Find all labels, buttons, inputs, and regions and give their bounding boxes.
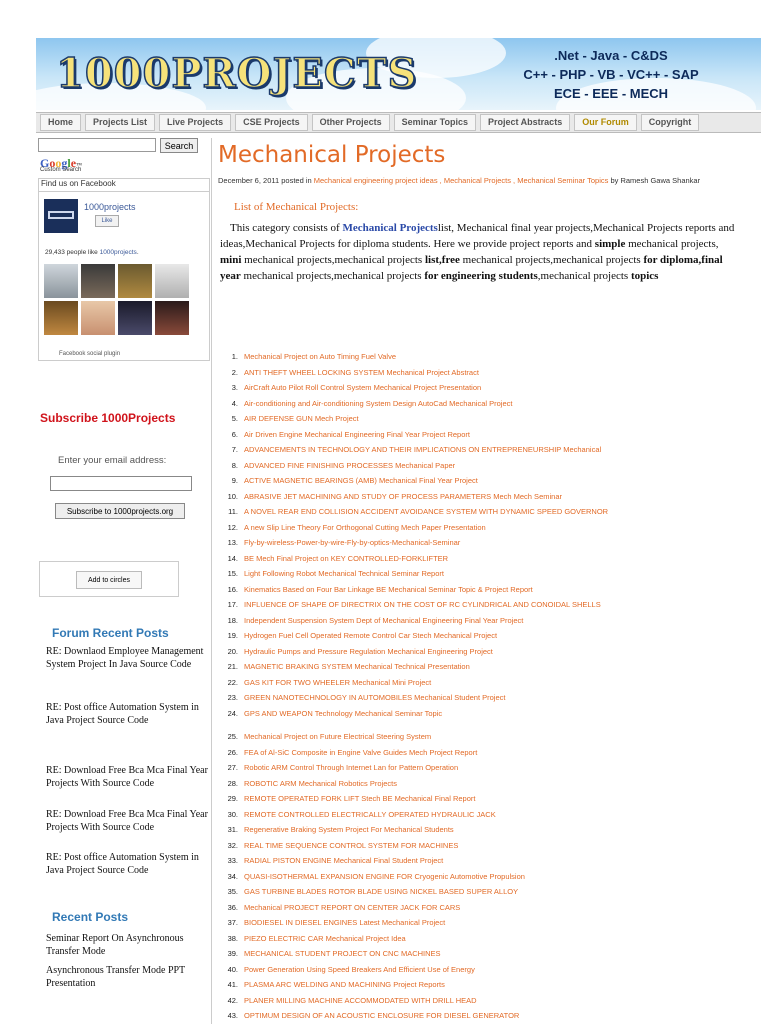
project-link[interactable]: GPS AND WEAPON Technology Mechanical Seminar Topic: [244, 708, 443, 718]
project-number: 3.: [231, 383, 238, 392]
nav-tab-our-forum[interactable]: Our Forum: [574, 114, 637, 131]
project-number: 28.: [227, 778, 238, 788]
project-list-item[interactable]: [218, 1008, 519, 1023]
project-number: 26.: [227, 747, 238, 757]
project-link[interactable]: Regenerative Braking System Project For Mechanical Students: [244, 825, 454, 834]
intro-text: ,mechanical projects: [537, 270, 631, 282]
project-list-item[interactable]: [218, 442, 601, 457]
project-number: 23.: [227, 693, 238, 702]
project-number: 13.: [227, 538, 238, 547]
project-number: 35.: [227, 887, 238, 896]
project-link[interactable]: QUASI-ISOTHERMAL EXPANSION ENGINE FOR Cryogenic Automotive Propulsion: [244, 871, 525, 881]
project-number: 40.: [227, 964, 238, 974]
recent-posts-title: Recent Posts: [52, 910, 129, 924]
project-link[interactable]: REMOTE CONTROLLED ELECTRICALLY OPERATED HYDRAULIC JACK: [244, 809, 496, 819]
project-number: 12.: [227, 522, 238, 532]
nav-tab-other-projects[interactable]: Other Projects: [312, 114, 390, 131]
facebook-page-thumbnail[interactable]: [44, 199, 78, 233]
intro-link[interactable]: Mechanical Projects: [342, 222, 438, 234]
facebook-plugin-label: Facebook social plugin: [59, 351, 121, 357]
forum-post-link[interactable]: RE: Download Free Bca Mca Final Year Projects With Source Code: [46, 809, 208, 833]
project-list-item[interactable]: [218, 535, 460, 550]
project-number: 7.: [231, 445, 238, 454]
forum-post-link[interactable]: RE: Post office Automation System in Java Project Source Code: [46, 852, 199, 876]
project-link[interactable]: REMOTE OPERATED FORK LIFT Stech BE Mechanical Final Report: [244, 794, 476, 803]
fb-count-text: 29,433 people like: [45, 249, 100, 256]
project-number: 5.: [231, 414, 238, 423]
post-date: December 6, 2011 posted in: [218, 176, 314, 185]
forum-recent-posts-title: Forum Recent Posts: [52, 626, 169, 640]
subscribe-title: Subscribe 1000Projects: [40, 411, 176, 425]
project-link[interactable]: RADIAL PISTON ENGINE Mechanical Final Student Project: [244, 856, 444, 865]
tech-line: C++ - PHP - VB - VC++ - SAP: [523, 67, 699, 82]
project-link[interactable]: Hydraulic Pumps and Pressure Regulation Mechanical Engineering Project: [244, 646, 493, 656]
project-list-item[interactable]: [218, 822, 454, 837]
search-button[interactable]: Search: [160, 138, 198, 153]
nav-tab-copyright[interactable]: Copyright: [641, 114, 700, 131]
fan-avatar[interactable]: [81, 264, 115, 298]
project-number: 24.: [227, 708, 238, 718]
project-list-item[interactable]: [218, 566, 444, 581]
post-meta: [218, 175, 748, 187]
page-title: Mechanical Projects: [218, 142, 446, 168]
project-number: 34.: [227, 871, 238, 881]
project-number: 2.: [231, 367, 238, 377]
project-link[interactable]: A new Slip Line Theory For Orthogonal Cutting Mech Paper Presentation: [244, 522, 486, 532]
intro-text: mechanical projects,: [625, 238, 719, 250]
project-number: 19.: [227, 631, 238, 640]
page-frame: [36, 38, 761, 1024]
project-list-item[interactable]: [218, 520, 486, 535]
intro-text: list, Mechanical final year projects,Mechanical Projects reports and ideas,Mechanical Projects for diploma students. Here we provide project reports and: [220, 222, 735, 250]
project-link[interactable]: MECHANICAL STUDENT PROJECT ON CNC MACHINES: [244, 949, 441, 958]
project-link[interactable]: FEA of Al-SiC Composite in Engine Valve Guides Mech Project Report: [244, 747, 478, 757]
project-list-item[interactable]: [218, 675, 431, 690]
project-link[interactable]: Robotic ARM Control Through Internet Lan for Pattern Operation: [244, 763, 459, 772]
project-list-item[interactable]: [218, 365, 479, 380]
project-list-item[interactable]: [218, 690, 505, 705]
tech-list: [481, 46, 741, 103]
intro-text: mechanical projects,mechanical projects: [240, 270, 425, 282]
project-number: 43.: [227, 1011, 238, 1020]
add-to-circles-button[interactable]: Add to circles: [76, 571, 142, 589]
project-number: 21.: [227, 662, 238, 671]
project-number: 30.: [227, 809, 238, 819]
project-link[interactable]: PLANER MILLING MACHINE ACCOMMODATED WITH DRILL HEAD: [244, 995, 477, 1005]
facebook-like-count: [45, 249, 139, 256]
facebook-widget: [38, 178, 210, 361]
project-list-item[interactable]: [218, 551, 448, 566]
forum-post-link[interactable]: RE: Downlaod Employee Management System Project In Java Source Code: [46, 646, 204, 670]
project-list-item[interactable]: [218, 582, 533, 597]
project-number: 36.: [227, 902, 238, 912]
project-link[interactable]: ROBOTIC ARM Mechanical Robotics Projects: [244, 778, 397, 788]
project-link[interactable]: GAS KIT FOR TWO WHEELER Mechanical Mini Project: [244, 677, 432, 687]
fan-avatar[interactable]: [118, 264, 152, 298]
project-number: 16.: [227, 584, 238, 594]
project-link[interactable]: AIR DEFENSE GUN Mech Project: [244, 414, 359, 423]
nav-tab-seminar-topics[interactable]: Seminar Topics: [394, 114, 476, 131]
project-number: 1.: [231, 352, 238, 361]
intro-bold: for diploma,final year: [220, 254, 723, 282]
project-list-item[interactable]: [218, 597, 601, 612]
project-link[interactable]: A NOVEL REAR END COLLISION ACCIDENT AVOIDANCE SYSTEM WITH DYNAMIC SPEED GOVERNOR: [244, 507, 609, 516]
project-link[interactable]: Mechanical Project on Future Electrical Steering System: [244, 732, 432, 741]
intro-bold: mini: [220, 254, 242, 266]
project-number: 11.: [228, 507, 238, 516]
project-number: 29.: [227, 794, 238, 803]
project-list-item[interactable]: [218, 807, 496, 822]
project-number: 22.: [227, 677, 238, 687]
email-label: Enter your email address:: [58, 455, 167, 466]
sidebar: [36, 138, 212, 1024]
project-list-item[interactable]: [218, 706, 442, 721]
fb-count-suffix: .: [136, 249, 139, 256]
google-logo: Google™: [40, 156, 83, 170]
project-link[interactable]: PIEZO ELECTRIC CAR Mechanical Project Idea: [244, 933, 406, 943]
project-number: 38.: [227, 933, 238, 943]
search-row: [38, 138, 210, 154]
nav-tab-projects-list[interactable]: Projects List: [85, 114, 155, 131]
forum-post-link[interactable]: RE: Download Free Bca Mca Final Year Projects With Source Code: [46, 765, 208, 789]
project-link[interactable]: Light Following Robot Mechanical Technical Seminar Report: [244, 569, 444, 578]
project-list-item[interactable]: [218, 853, 443, 868]
project-list-item[interactable]: [218, 977, 445, 992]
site-header: [36, 38, 761, 110]
project-list-item[interactable]: [218, 931, 406, 946]
project-link[interactable]: Hydrogen Fuel Cell Operated Remote Control Car Stech Mechanical Project: [244, 631, 498, 640]
intro-paragraph: [220, 220, 742, 284]
recent-post-link[interactable]: Asynchronous Transfer Mode PPT Presentation: [46, 965, 185, 989]
project-list-item[interactable]: [218, 644, 493, 659]
project-link[interactable]: ABRASIVE JET MACHINING AND STUDY OF PROCESS PARAMETERS Mech Mech Seminar: [244, 491, 562, 501]
project-link[interactable]: BIODIESEL IN DIESEL ENGINES Latest Mechanical Project: [244, 918, 446, 927]
project-list-item[interactable]: [218, 915, 445, 930]
project-list-item[interactable]: [218, 628, 497, 643]
project-link[interactable]: ADVANCEMENTS IN TECHNOLOGY AND THEIR IMPLICATIONS ON ENTREPRENEURSHIP Mechanical: [244, 445, 602, 454]
project-number: 18.: [227, 615, 238, 625]
recent-post-link[interactable]: Seminar Report On Asynchronous Transfer Mode: [46, 933, 184, 957]
intro-bold: list,free: [424, 254, 460, 266]
subscribe-button[interactable]: Subscribe to 1000projects.org: [55, 503, 185, 519]
project-number: 10.: [227, 491, 238, 501]
project-link[interactable]: Independent Suspension System Dept of Mechanical Engineering Final Year Project: [244, 615, 524, 625]
search-input[interactable]: [38, 138, 156, 152]
intro-bold: topics: [630, 270, 659, 282]
project-link[interactable]: BE Mech Final Project on KEY CONTROLLED-FORKLIFTER: [244, 553, 449, 563]
intro-bold: simple: [594, 238, 626, 250]
project-list-item[interactable]: [218, 427, 470, 442]
project-link[interactable]: Fly-by-wireless-Power-by-wire-Fly-by-optics-Mechanical-Seminar: [244, 538, 461, 547]
intro-text: mechanical projects,mechanical projects: [241, 254, 425, 266]
project-number: 27.: [227, 763, 238, 772]
project-link[interactable]: ACTIVE MAGNETIC BEARINGS (AMB) Mechanical Final Year Project: [244, 476, 478, 485]
forum-post-link[interactable]: RE: Post office Automation System in Java Project Source Code: [46, 702, 199, 726]
project-list-item[interactable]: [218, 380, 481, 395]
project-list-item[interactable]: [218, 458, 455, 473]
fan-avatar[interactable]: [155, 301, 189, 335]
fan-avatar[interactable]: [81, 301, 115, 335]
project-list-item[interactable]: [218, 489, 562, 504]
project-link[interactable]: ANTI THEFT WHEEL LOCKING SYSTEM Mechanical Project Abstract: [244, 367, 479, 377]
project-list-item[interactable]: [218, 760, 458, 775]
project-number: 15.: [227, 569, 238, 578]
project-link[interactable]: REAL TIME SEQUENCE CONTROL SYSTEM FOR MACHINES: [244, 840, 459, 850]
project-list-item[interactable]: [218, 900, 460, 915]
project-list-item[interactable]: [218, 659, 470, 674]
project-number: 4.: [231, 398, 238, 408]
facebook-page-link[interactable]: 1000projects: [84, 202, 136, 212]
project-link[interactable]: Air Driven Engine Mechanical Engineering Final Year Project Report: [244, 429, 470, 439]
project-number: 17.: [227, 600, 238, 609]
project-number: 31.: [227, 825, 238, 834]
project-list-item[interactable]: [218, 946, 441, 961]
tech-line: ECE - EEE - MECH: [553, 86, 669, 101]
intro-text: This category consists of: [230, 222, 343, 234]
project-list-item[interactable]: [218, 884, 518, 899]
google-circles-widget: [39, 561, 179, 597]
fan-avatar[interactable]: [44, 301, 78, 335]
project-number: 25.: [227, 732, 238, 741]
project-list-item[interactable]: [218, 791, 475, 806]
main-content: [218, 138, 761, 1024]
project-list-item[interactable]: [218, 504, 608, 519]
fan-avatar[interactable]: [155, 264, 189, 298]
project-link[interactable]: Kinematics Based on Four Bar Linkage BE Mechanical Seminar Topic & Project Report: [244, 584, 533, 594]
fan-avatar[interactable]: [118, 301, 152, 335]
project-link[interactable]: Mechanical PROJECT REPORT ON CENTER JACK FOR CARS: [244, 902, 461, 912]
project-number: 33.: [227, 856, 238, 865]
project-link[interactable]: Power Generation Using Speed Breakers And Efficient Use of Energy: [244, 964, 475, 974]
site-logo[interactable]: 1000PROJECTS: [56, 50, 418, 97]
custom-search-label: Custom Search: [40, 167, 82, 173]
project-link[interactable]: Air-conditioning and Air-conditioning System Design AutoCad Mechanical Project: [244, 398, 513, 408]
tech-line: .Net - Java - C&DS: [554, 48, 668, 63]
facebook-title: Find us on Facebook: [41, 179, 116, 188]
project-link[interactable]: MAGNETIC BRAKING SYSTEM Mechanical Technical Presentation: [244, 662, 470, 671]
project-link[interactable]: ADVANCED FINE FINISHING PROCESSES Mechanical Paper: [244, 460, 456, 470]
fb-count-link[interactable]: 1000projects: [99, 249, 137, 256]
project-list-item[interactable]: [218, 729, 431, 744]
nav-tab-home[interactable]: Home: [40, 114, 81, 131]
project-number: 32.: [227, 840, 238, 850]
project-list-item[interactable]: [218, 962, 475, 977]
project-list-item[interactable]: [218, 473, 478, 488]
intro-text: mechanical projects,mechanical projects: [459, 254, 644, 266]
project-list-item[interactable]: [218, 411, 359, 426]
project-list-item[interactable]: [218, 838, 458, 853]
divider: [39, 191, 209, 192]
project-number: 9.: [231, 476, 238, 485]
facebook-like-button[interactable]: Like: [95, 215, 119, 227]
project-link[interactable]: PLASMA ARC WELDING AND MACHINING Project Reports: [244, 980, 445, 989]
project-number: 41.: [227, 980, 238, 989]
project-link[interactable]: GAS TURBINE BLADES ROTOR BLADE USING NICKEL BASED SUPER ALLOY: [244, 887, 519, 896]
category-links[interactable]: Mechanical engineering project ideas , Mechanical Projects , Mechanical Seminar Topics: [313, 176, 609, 185]
project-number: 39.: [227, 949, 238, 958]
project-number: 20.: [227, 646, 238, 656]
project-list-item[interactable]: [218, 745, 477, 760]
project-link[interactable]: GREEN NANOTECHNOLOGY IN AUTOMOBILES Mechanical Student Project: [244, 693, 506, 702]
project-number: 42.: [227, 995, 238, 1005]
project-link[interactable]: OPTIMUM DESIGN OF AN ACOUSTIC ENCLOSURE FOR DIESEL GENERATOR: [244, 1011, 520, 1020]
nav-tab-cse-projects[interactable]: CSE Projects: [235, 114, 308, 131]
project-link[interactable]: INFLUENCE OF SHAPE OF DIRECTRIX ON THE COST OF RC CYLINDRICAL AND CONOIDAL SHELLS: [244, 600, 601, 609]
project-number: 8.: [231, 460, 238, 470]
project-list-item[interactable]: [218, 776, 397, 791]
list-heading: List of Mechanical Projects:: [234, 201, 359, 213]
main-nav: [36, 112, 761, 133]
project-number: 6.: [231, 429, 238, 439]
nav-tab-live-projects[interactable]: Live Projects: [159, 114, 231, 131]
project-list-item[interactable]: [218, 349, 396, 364]
project-list-item[interactable]: [218, 993, 477, 1008]
nav-tab-project-abstracts[interactable]: Project Abstracts: [480, 114, 570, 131]
project-list-item[interactable]: [218, 869, 525, 884]
project-number: 14.: [227, 553, 238, 563]
project-list-item[interactable]: [218, 396, 512, 411]
fan-avatar[interactable]: [44, 264, 78, 298]
project-link[interactable]: Mechanical Project on Auto Timing Fuel Valve: [244, 352, 397, 361]
intro-bold: for engineering students: [424, 270, 538, 282]
email-input[interactable]: [50, 476, 192, 491]
project-number: 37.: [227, 918, 238, 927]
post-author: by Ramesh Gawa Shankar: [608, 176, 701, 185]
project-link[interactable]: AirCraft Auto Pilot Roll Control System Mechanical Project Presentation: [244, 383, 482, 392]
project-list-item[interactable]: [218, 613, 523, 628]
